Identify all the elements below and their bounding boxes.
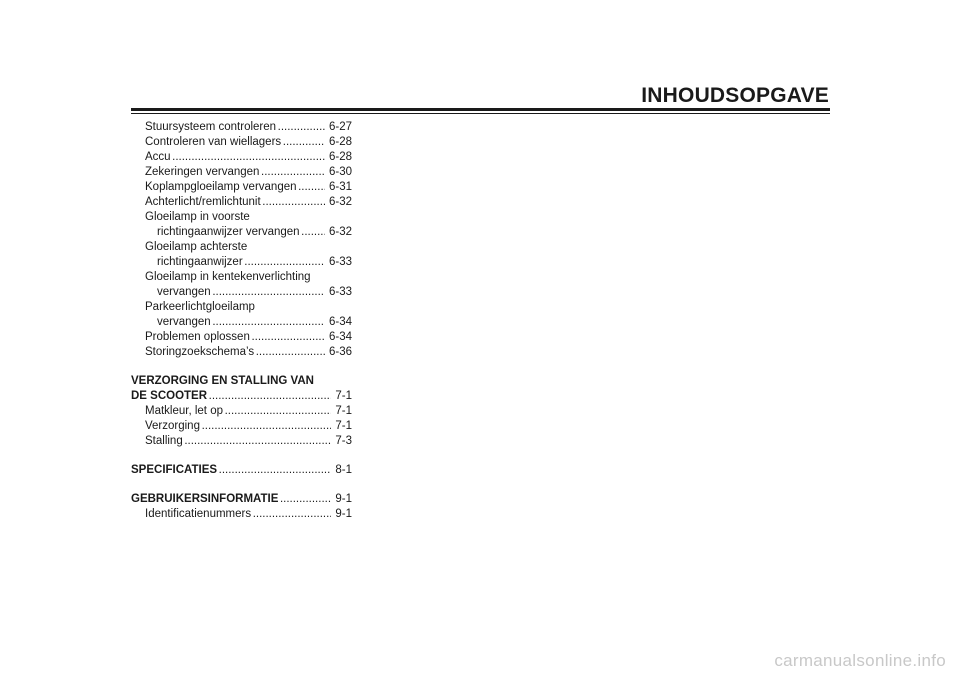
toc-section-title: VERZORGING EN STALLING VAN [131,375,314,387]
table-of-contents [131,120,352,522]
toc-entry-label: Stalling [145,435,183,447]
toc-entry[interactable] [131,285,352,300]
watermark: carmanualsonline.info [774,651,946,670]
section-gap [131,449,352,463]
toc-entry-page: 6-34 [325,330,352,345]
toc-entry-page: 7-1 [331,419,352,434]
toc-entry-label: Accu [145,151,171,163]
toc-entry[interactable] [131,120,352,135]
toc-entry-label: vervangen [157,286,211,298]
toc-entry-label: Gloeilamp in kentekenverlichting [145,271,311,283]
toc-entry[interactable] [131,404,352,419]
toc-section-title: SPECIFICATIES [131,464,218,476]
toc-entry-label: Parkeerlichtgloeilamp [145,301,255,313]
toc-entry-page: 6-28 [325,135,352,150]
toc-entry-page: 7-1 [331,404,352,419]
toc-entry[interactable] [131,255,352,270]
toc-entry-label: Matkleur, let op [145,405,223,417]
toc-entry[interactable] [131,180,352,195]
toc-entry-page: 6-27 [325,120,352,135]
toc-entry-page: 6-33 [325,285,352,300]
toc-entry-page: 6-32 [325,195,352,210]
toc-section-page: 8-1 [331,463,352,478]
toc-entry-heading[interactable] [131,270,352,285]
toc-entry-label: Controleren van wiellagers [145,136,282,148]
toc-entry-page: 7-3 [331,434,352,449]
toc-entry-label: richtingaanwijzer [157,256,243,268]
toc-section-title: DE SCOOTER [131,390,208,402]
toc-entry[interactable] [131,195,352,210]
toc-entry-page: 6-28 [325,150,352,165]
toc-entry[interactable] [131,135,352,150]
toc-entry-label: Stuursysteem controleren [145,121,277,133]
section-gap [131,360,352,374]
toc-entry-heading[interactable] [131,300,352,315]
page-title: INHOUDSOPGAVE [641,84,829,107]
toc-entry-label: Verzorging [145,420,200,432]
toc-section-heading[interactable] [131,374,352,389]
toc-entry-label: richtingaanwijzer vervangen [157,226,300,238]
toc-entry-heading[interactable] [131,210,352,225]
toc-entry[interactable] [131,434,352,449]
toc-entry-page: 6-34 [325,315,352,330]
toc-entry-label: Zekeringen vervangen [145,166,260,178]
toc-section-heading[interactable] [131,492,352,507]
toc-entry[interactable] [131,165,352,180]
section-gap [131,478,352,492]
toc-entry-page: 6-30 [325,165,352,180]
toc-entry-label: Gloeilamp in voorste [145,211,250,223]
header-rule-thin [131,113,830,114]
toc-entry-page: 6-33 [325,255,352,270]
toc-entry-label: Problemen oplossen [145,331,250,343]
toc-entry[interactable] [131,150,352,165]
toc-section-heading[interactable] [131,463,352,478]
toc-entry-label: Identificatienummers [145,508,252,520]
toc-entry-label: Gloeilamp achterste [145,241,248,253]
toc-section-title: GEBRUIKERSINFORMATIE [131,493,279,505]
toc-section-heading[interactable] [131,389,352,404]
toc-entry[interactable] [131,330,352,345]
toc-entry[interactable] [131,507,352,522]
toc-entry-page: 9-1 [331,507,352,522]
toc-entry-heading[interactable] [131,240,352,255]
toc-entry-page: 6-31 [325,180,352,195]
header-rule-thick [131,108,830,111]
toc-entry-page: 6-36 [325,345,352,360]
toc-entry[interactable] [131,345,352,360]
toc-entry-label: Storingzoekschema’s [145,346,255,358]
toc-entry-page: 6-32 [325,225,352,240]
toc-entry-label: vervangen [157,316,211,328]
toc-entry[interactable] [131,225,352,240]
toc-entry[interactable] [131,315,352,330]
toc-section-page: 9-1 [331,492,352,507]
toc-entry-label: Achterlicht/remlichtunit [145,196,261,208]
toc-entry[interactable] [131,419,352,434]
toc-entry-label: Koplampgloeilamp vervangen [145,181,297,193]
toc-section-page: 7-1 [331,389,352,404]
